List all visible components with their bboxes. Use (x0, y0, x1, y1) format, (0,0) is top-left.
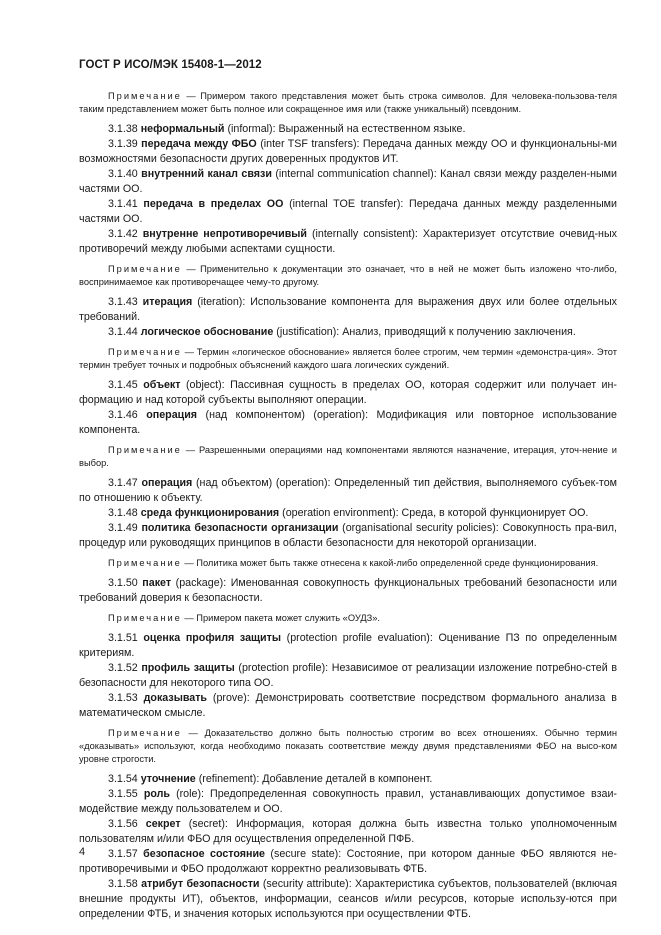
term-definition (79, 661, 617, 691)
term-name: передача между ФБО (141, 138, 257, 150)
clause-number: 3.1.47 (108, 477, 138, 489)
term-name: объект (143, 379, 181, 391)
note-paragraph (79, 557, 617, 570)
term-name: внутренний канал связи (141, 168, 272, 180)
term-text: (security attribute): Характеристика субъектов, пользователей (включая внешние продукты ИТ), объектов, информации, сеансов и/или ресурсов, которые использу-ются при определении ФТБ, и значения которых используются при осуществлении ФТБ. (79, 878, 617, 920)
term-name: профиль защиты (141, 662, 235, 674)
term-text: (secure state): Состояние, при котором данные ФБО являются не-противоречивыми и ФБО продолжают корректно реализовывать ФТБ. (79, 848, 617, 875)
clause-number: 3.1.48 (108, 507, 138, 519)
note-paragraph (79, 612, 617, 625)
term-definition (79, 325, 617, 340)
note-text: — Термин «логическое обоснование» является более строгим, чем термин «демонстра-ция». Этот термин требует точных и подробных объяснений каждого шага логических суждений. (79, 347, 617, 370)
note-text: — Примером такого представления может быть строка символов. Для человека-пользова-теля таким представлением может быть полное или сокращенное имя или (также уникальный) псевдоним. (79, 91, 617, 114)
note-label: Примечание (108, 445, 182, 455)
term-text: (protection profile evaluation): Оценивание ПЗ по определенным критериям. (79, 632, 617, 659)
note-label: Примечание (108, 264, 182, 274)
term-name: операция (146, 409, 198, 421)
term-definition (79, 197, 617, 227)
note-paragraph (79, 90, 617, 116)
term-text: (internal TOE transfer): Передача данных между разделенными частями ОО. (79, 198, 617, 225)
term-text: (object): Пассивная сущность в пределах ОО, которая содержит или получает ин-формацию и над которой субъекты выполняют операции. (79, 379, 617, 406)
term-definition (79, 817, 617, 847)
clause-number: 3.1.54 (108, 773, 138, 785)
clause-number: 3.1.57 (108, 848, 138, 860)
clause-number: 3.1.39 (108, 138, 138, 150)
term-text: (над компонентом) (operation): Модификация или повторное использование компонента. (79, 409, 617, 436)
term-definition (79, 506, 617, 521)
term-name: доказывать (143, 692, 207, 704)
note-paragraph (79, 263, 617, 289)
clause-number: 3.1.40 (108, 168, 138, 180)
note-text: — Политика может быть также отнесена к какой-либо определенной среде функционирования. (184, 558, 599, 568)
note-label: Примечание (108, 613, 182, 623)
term-name: передача в пределах ОО (143, 198, 284, 210)
clause-number: 3.1.49 (108, 522, 138, 534)
term-definition (79, 227, 617, 257)
clause-number: 3.1.52 (108, 662, 138, 674)
term-text: (secret): Информация, которая должна быть известна только уполномоченным пользователям и/или ФБО для осуществления определенной ПФБ. (79, 818, 617, 845)
term-name: секрет (145, 818, 181, 830)
term-text: (role): Предопределенная совокупность правил, устанавливающих допустимое взаи-модействие между пользователем и ОО. (79, 788, 617, 815)
term-definition (79, 295, 617, 325)
term-name: уточнение (140, 773, 196, 785)
clause-number: 3.1.42 (108, 228, 138, 240)
clause-number: 3.1.43 (108, 296, 138, 308)
term-definition (79, 847, 617, 877)
term-text: (internally consistent): Характеризует отсутствие очевид-ных противоречий между любыми аспектами сущности. (79, 228, 617, 255)
clause-number: 3.1.50 (108, 577, 138, 589)
term-definition (79, 137, 617, 167)
note-text: — Доказательство должно быть полностью строгим во всех отношениях. Обычно термин «доказывать» используют, когда необходимо показать соответствие между двумя представлениями ФБО на высо-ком уровне строгости. (79, 728, 617, 764)
clause-number: 3.1.53 (108, 692, 138, 704)
term-name: оценка профиля защиты (143, 632, 281, 644)
clause-number: 3.1.38 (108, 123, 138, 135)
term-name: пакет (142, 577, 172, 589)
clause-number: 3.1.45 (108, 379, 138, 391)
term-definition (79, 408, 617, 438)
clause-number: 3.1.56 (108, 818, 138, 830)
term-definition (79, 691, 617, 721)
term-definition (79, 631, 617, 661)
term-text: (package): Именованная совокупность функциональных требований безопасности или требований доверия к безопасности. (79, 577, 617, 604)
term-text: (justification): Анализ, приводящий к получению заключения. (276, 326, 576, 338)
note-text: — Применительно к документации это означает, что в ней не может быть изложено что-либо, воспринимаемое как противоречащее чему-то другому. (79, 264, 617, 287)
term-text: (informal): Выраженный на естественном языке. (227, 123, 466, 135)
note-paragraph (79, 444, 617, 470)
term-definition (79, 877, 617, 922)
clause-number: 3.1.58 (108, 878, 138, 890)
term-definition (79, 576, 617, 606)
page-header: ГОСТ Р ИСО/МЭК 15408-1—2012 (79, 59, 262, 71)
note-label: Примечание (108, 91, 182, 101)
term-name: операция (141, 477, 193, 489)
term-text: (organisational security policies): Совокупность пра-вил, процедур или руководящих принципов в области безопасности для некоторой организации. (79, 522, 617, 549)
term-text: (protection profile): Независимое от реализации изложение потребно-стей в безопасности для некоторого типа ОО. (79, 662, 617, 689)
note-text: — Примером пакета может служить «ОУДЗ». (184, 613, 381, 623)
clause-number: 3.1.46 (108, 409, 138, 421)
term-text: (prove): Демонстрировать соответствие посредством формального анализа в математическом смысле. (79, 692, 617, 719)
note-paragraph (79, 346, 617, 372)
page-number: 4 (79, 846, 86, 858)
term-text: (inter TSF transfers): Передача данных между ОО и функциональны-ми возможностями безопасности других доверенных продуктов ИТ. (79, 138, 617, 165)
clause-number: 3.1.55 (108, 788, 138, 800)
term-definition (79, 167, 617, 197)
term-definition (79, 772, 617, 787)
term-name: логическое обоснование (140, 326, 274, 338)
term-definition (79, 521, 617, 551)
document-body (79, 84, 617, 922)
term-name: политика безопасности организации (141, 522, 339, 534)
note-text: — Разрешенными операциями над компонентами являются назначение, итерация, уточ-нение и выбор. (79, 445, 617, 468)
clause-number: 3.1.41 (108, 198, 138, 210)
term-definition (79, 476, 617, 506)
term-text: (operation environment): Среда, в которой функционирует ОО. (282, 507, 589, 519)
term-definition (79, 787, 617, 817)
term-text: (над объектом) (operation): Определенный тип действия, выполняемого субъек-том по отношению к объекту. (79, 477, 617, 504)
term-name: безопасное состояние (143, 848, 265, 860)
term-name: неформальный (140, 123, 225, 135)
term-name: роль (143, 788, 170, 800)
note-label: Примечание (108, 347, 182, 357)
term-name: атрибут безопасности (141, 878, 260, 890)
note-paragraph (79, 727, 617, 766)
term-definition (79, 378, 617, 408)
note-label: Примечание (108, 558, 182, 568)
term-name: среда функционирования (140, 507, 280, 519)
clause-number: 3.1.51 (108, 632, 138, 644)
term-text: (iteration): Использование компонента для выражения двух или более отдельных требований. (79, 296, 617, 323)
term-text: (internal communication channel): Канал связи между разделен-ными частями ОО. (79, 168, 617, 195)
term-definition (79, 122, 617, 137)
clause-number: 3.1.44 (108, 326, 138, 338)
term-name: итерация (142, 296, 193, 308)
note-label: Примечание (108, 728, 182, 738)
term-text: (refinement): Добавление деталей в компонент. (198, 773, 433, 785)
term-name: внутренне непротиворечивый (142, 228, 307, 240)
